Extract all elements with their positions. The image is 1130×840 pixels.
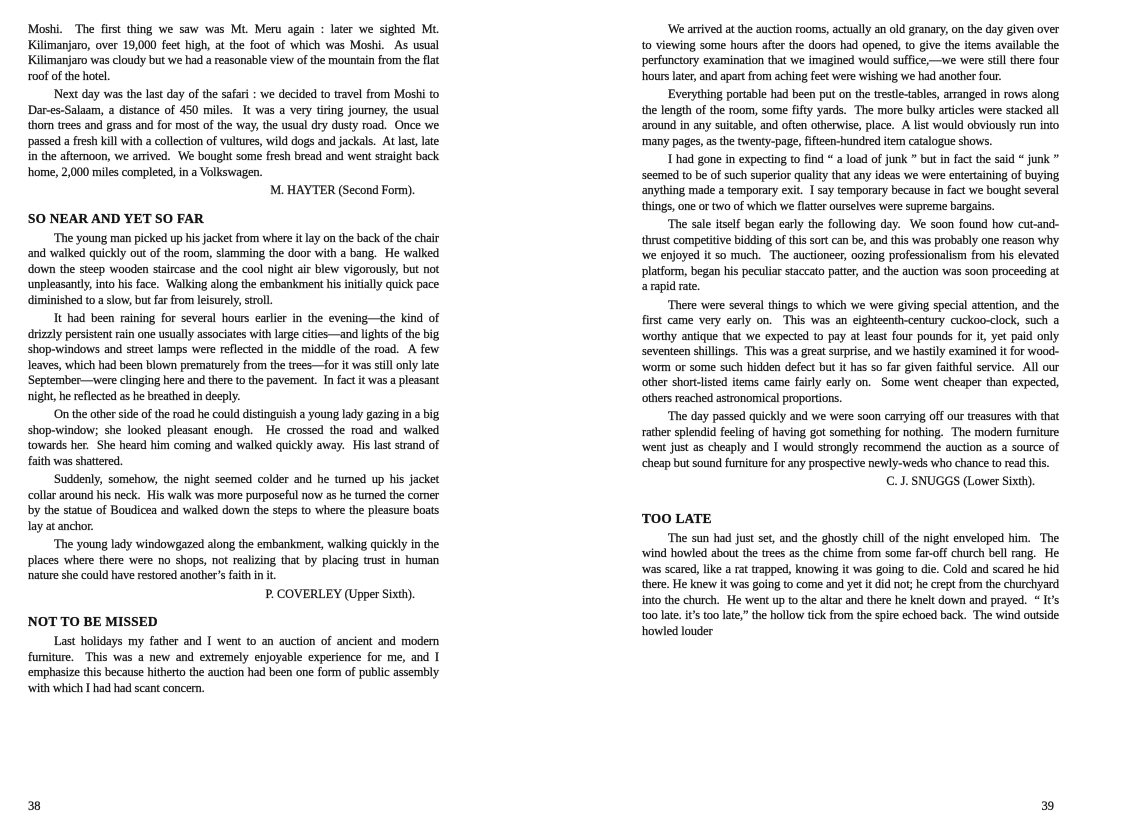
byline-m-hayter: M. HAYTER (Second Form).	[270, 183, 415, 197]
paragraph: We arrived at the auction rooms, actually an old granary, on the day given over to viewing some hours after the doors had opened, to give the items available the perfunctory examination that we imagined would suffice,—we were still there four hours later, and apart from aching feet were wishing we had another four.	[642, 22, 1063, 83]
paragraph: It had been raining for several hours earlier in the evening—the kind of drizzly persistent rain one usually associates with large cities—and lights of the big shop-windows and street lamps were reflected in the middle of the road. A few leaves, which had been blown prematurely from the trees—for it was still only late September—were clinging here and there to the pavement. In fact it was a pleasant night, he reflected as he breathed in deeply.	[28, 311, 443, 403]
paragraph: Everything portable had been put on the trestle-tables, arranged in rows along the length of the room, some fifty yards. The more bulky articles were stacked all around in any suitable, and often otherwise, place. A list would obviously run into many pages, as the twenty-page, fifteen-hundred item catalogue shows.	[642, 87, 1063, 148]
page-39	[642, 22, 1063, 642]
byline-c-j-snuggs: C. J. SNUGGS (Lower Sixth).	[886, 474, 1035, 488]
paragraph: Last holidays my father and I went to an auction of ancient and modern furniture. This was a new and extremely enjoyable experience for me, and I emphasize this because hitherto the auction had been one form of public assembly with which I had had scant concern.	[28, 634, 443, 695]
section-heading-so-near-and-yet-so-far: SO NEAR AND YET SO FAR	[28, 210, 204, 226]
paragraph: The young man picked up his jacket from where it lay on the back of the chair and walked quickly out of the room, slamming the door with a bang. He walked down the steep wooden staircase and the cool night air blew vigorously, but not unpleasantly, into his face. Walking along the embankment his initially quick pace diminished to a slow, but far from leisurely, stroll.	[28, 230, 443, 307]
paragraph: On the other side of the road he could distinguish a young lady gazing in a big shop-window; she looked pleasant enough. He crossed the road and walked towards her. She heard him coming and walked quickly away. His last strand of faith was shattered.	[28, 407, 443, 468]
paragraph: The sale itself began early the following day. We soon found how cut-and-thrust competitive bidding of this sort can be, and this was probably one reason why we enjoyed it so much. The auctioneer, oozing professionalism from his elevated platform, began his peculiar staccato patter, and the auction was soon proceeding at a rapid rate.	[642, 217, 1063, 293]
section-heading-too-late: TOO LATE	[642, 510, 712, 526]
section-heading-not-to-be-missed: NOT TO BE MISSED	[28, 614, 158, 629]
paragraph: Next day was the last day of the safari : we decided to travel from Moshi to Dar-es-Salaam, a distance of 450 miles. It was a very tiring journey, the usual thorn trees and grass and for most of the way, the usual dry dusty road. Once we passed a fresh kill with a collection of vultures, wild dogs and jackals. At last, late in the afternoon, we arrived. We bought some fresh bread and went straight back home, 2,000 miles completed, in a Volkswagen.	[28, 87, 443, 179]
byline-p-coverley: P. COVERLEY (Upper Sixth).	[265, 586, 415, 601]
paragraph: The young lady windowgazed along the embankment, walking quickly in the places where there were no shops, not realizing that by placing trust in human nature she could have restored another’s faith in it.	[28, 537, 443, 582]
page-number-38: 38	[28, 799, 41, 813]
paragraph: Moshi. The first thing we saw was Mt. Meru again : later we sighted Mt. Kilimanjaro, over 19,000 feet high, at the foot of which was Moshi. As usual Kilimanjaro was cloudy but we had a reasonable view of the mountain from the flat roof of the hotel.	[28, 22, 443, 83]
paragraph: There were several things to which we were giving special attention, and the first came very early on. This was an eighteenth-century cuckoo-clock, such a worthy antique that we expected to pay at least four pounds for it, yet paid only seventeen shillings. This was a great surprise, and we hastily examined it for wood-worm or some such hidden defect but it has so far given faithful service. All our other short-listed items came fairly early on. Some went cheaper than expected, others reached astronomical proportions.	[642, 297, 1063, 405]
paragraph: The sun had just set, and the ghostly chill of the night enveloped him. The wind howled about the trees as the chime from some far-off church bell rang. He was scared, like a rat trapped, knowing it was going to die. Cold and scared he hid there. He knew it was going to come and yet it did not; he crept from the churchyard into the church. He went up to the altar and there he knelt down and prayed. “ It’s too late. it’s too late,” the hollow tick from the spire echoed back. The wind outside howled louder	[642, 530, 1063, 638]
page-38	[28, 22, 443, 699]
paragraph: The day passed quickly and we were soon carrying off our treasures with that rather splendid feeling of having got something for nothing. The modern furniture went just as cheaply and I would strongly recommend the auction as a source of cheap but sound furniture for any prospective newly-weds who chance to read this.	[642, 409, 1063, 470]
paragraph: Suddenly, somehow, the night seemed colder and he turned up his jacket collar around his neck. His walk was more purposeful now as he turned the corner by the statue of Boudicea and walked down the steps to where the pleasure boats lay at anchor.	[28, 472, 443, 533]
page-number-39: 39	[1041, 799, 1054, 813]
paragraph: I had gone in expecting to find “ a load of junk ” but in fact the said “ junk ” seemed to be of such superior quality that any ideas we were entertaining of buying anything made a temporary exit. I say temporary because in fact we bought several things, one or two of which we flatter ourselves were supreme bargains.	[642, 152, 1063, 213]
